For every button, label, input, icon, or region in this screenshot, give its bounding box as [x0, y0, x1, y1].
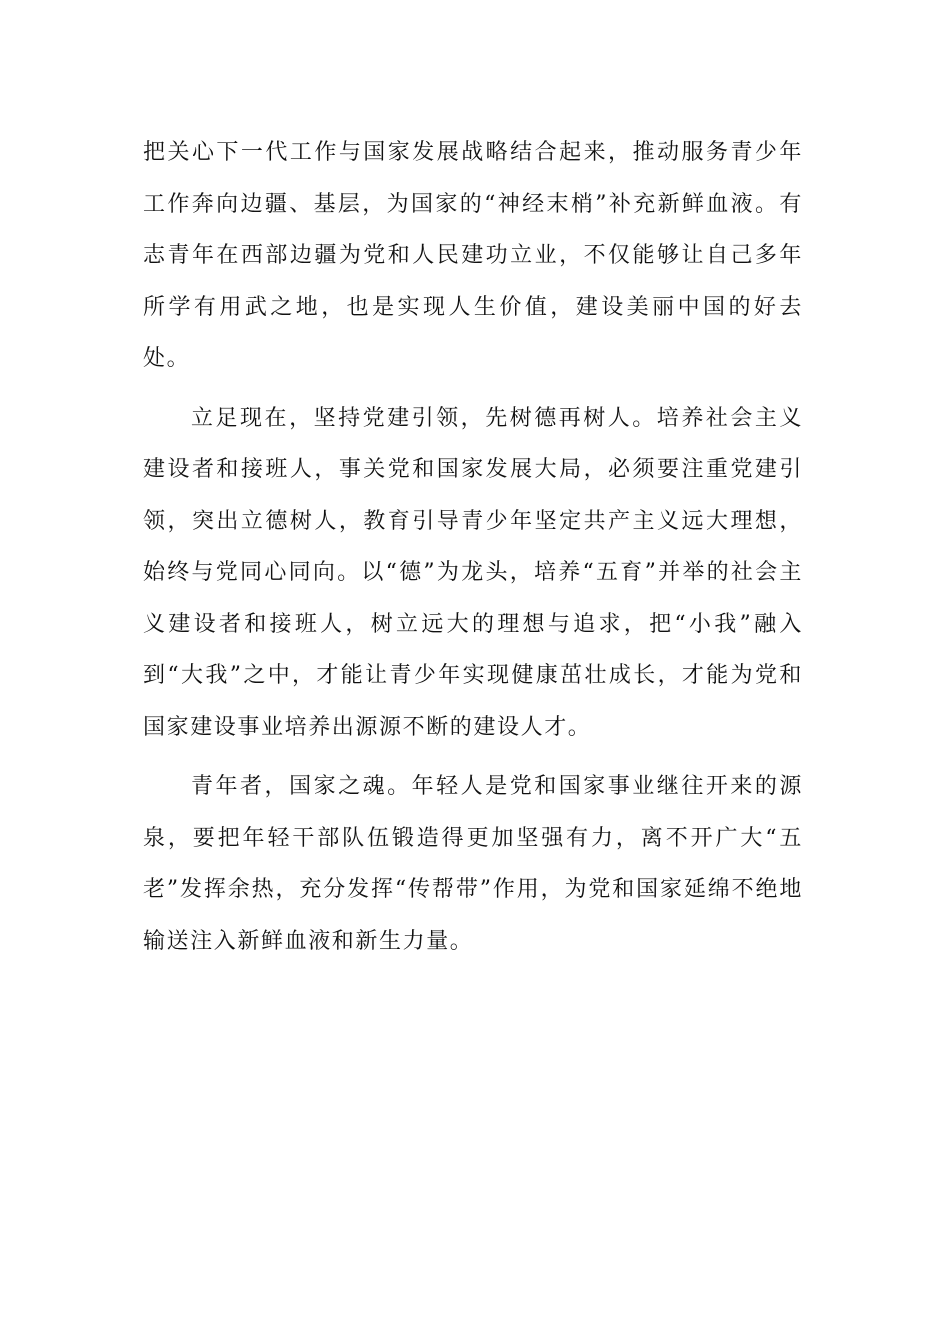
paragraph-2: 立足现在，坚持党建引领，先树德再树人。培养社会主义建设者和接班人，事关党和国家发展大局，必须要注重党建引领，突出立德树人，教育引导青少年坚定共产主义远大理想，始终与党同心同向。以“德”为龙头，培养“五育”并举的社会主义建设者和接班人，树立远大的理想与追求，把“小我”融入到“大我”之中，才能让青少年实现健康茁壮成长，才能为党和国家建设事业培养出源源不断的建设人才。: [143, 405, 803, 740]
paragraph-1: 把关心下一代工作与国家发展战略结合起来，推动服务青少年工作奔向边疆、基层，为国家的“神经末梢”补充新鲜血液。有志青年在西部边疆为党和人民建功立业，不仅能够让自己多年所学有用武之地，也是实现人生价值，建设美丽中国的好去处。: [143, 140, 803, 371]
body-text: [143, 127, 803, 975]
paragraph-3: 青年者，国家之魂。年轻人是党和国家事业继往开来的源泉，要把年轻干部队伍锻造得更加坚强有力，离不开广大“五老”发挥余热，充分发挥“传帮带”作用，为党和国家延绵不绝地输送注入新鲜血液和新生力量。: [143, 774, 803, 954]
